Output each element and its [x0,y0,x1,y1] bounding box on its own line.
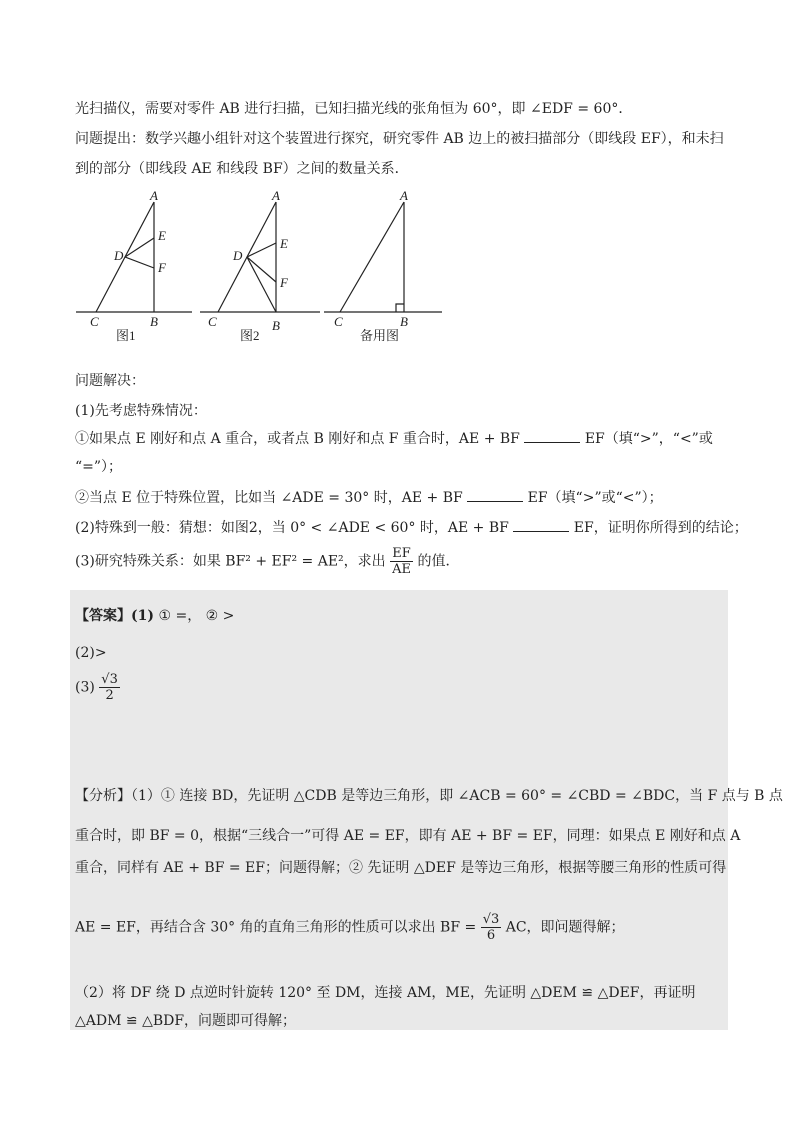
bf-fraction-denominator: 6 [486,928,496,943]
problem-heading: 问题解决： [75,373,145,389]
fig3-label-a: A [400,190,408,203]
answer-3-fraction [99,672,120,703]
fig1-df-line [125,257,154,268]
answer-3-denominator: 2 [105,688,114,703]
analysis-line-3: 重合，同样有 AE + BF = EF；问题得解；② 先证明 △DEF 是等边三角形，根据等腰三角形的性质可得 [75,860,727,876]
fig1-label-f: F [158,260,166,275]
fig2-caption: 图2 [240,328,260,343]
answer-1a: ① = [158,608,188,624]
answer-line-3 [75,672,120,703]
answer-1b: ② > [205,608,235,624]
analysis-line-4 [75,912,625,943]
fig3-right-angle-mark [396,304,404,312]
fig2-label-f: F [280,275,288,290]
answer-blank-2[interactable] [467,489,523,502]
fig1-label-c: C [90,314,99,329]
fig2-label-b: B [272,318,280,333]
problem-part-1b [75,487,663,507]
problem-part-1a [75,428,713,448]
intro-line-3: 到的部分（即线段 AE 和线段 BF）之间的数量关系． [75,161,409,177]
answer-3-label: (3) [75,679,95,696]
analysis-line-4-tail: AC，即问题得解； [505,919,625,936]
problem-part-1a-tail: EF（填“>”，“<”或 [584,431,713,447]
fig1-label-b: B [150,314,158,329]
problem-part-1b-tail: EF（填“>”或“<”）； [527,490,663,506]
bf-fraction [481,912,502,943]
problem-part-1b-text: ②当点 E 位于特殊位置，比如当 ∠ADE = 30° 时，AE + BF [75,490,463,506]
analysis-line-4-text: AE = EF，再结合含 30° 角的直角三角形的性质可以求出 BF = [75,919,477,936]
intro-line-1: 光扫描仪，需要对零件 AB 进行扫描，已知扫描光线的张角恒为 60°，即 ∠EDF = 60°． [75,101,633,117]
fraction-numerator: EF [390,546,413,562]
answer-line-2: (2)> [75,645,107,661]
answer-blank-3[interactable] [513,519,569,532]
fig1-caption: 图1 [116,328,136,343]
analysis-line-2: 重合时，即 BF = 0，根据“三线合一”可得 AE = EF，即有 AE + BF = EF，同理：如果点 E 刚好和点 A [75,828,741,844]
problem-part-1a-cont: “=”）； [75,459,123,475]
fig2-label-e: E [280,236,288,251]
fig2-df-line [247,257,276,282]
ef-over-ae-fraction [390,546,413,577]
problem-part-2-tail: EF，证明你所得到的结论； [573,520,748,536]
fig3-label-b: B [400,314,408,329]
analysis-line-1: 【分析】（1）① 连接 BD，先证明 △CDB 是等边三角形，即 ∠ACB = 60° = ∠CBD = ∠BDC，当 F 点与 B 点 [75,788,783,804]
fig3-ca-line [340,202,404,312]
fraction-denominator: AE [392,562,411,577]
bf-fraction-numerator: √3 [482,912,500,927]
fig2-db-line [247,257,276,312]
problem-part-3 [75,546,459,577]
geometry-figures [70,190,450,350]
fig2-label-a: A [272,190,280,203]
answer-section [70,590,728,1030]
analysis-line-6: △ADM ≌ △BDF，问题即可得解； [75,1013,297,1029]
intro-line-2: 问题提出：数学兴趣小组针对这个装置进行探究，研究零件 AB 边上的被扫描部分（即线段 EF），和未扫 [75,131,724,147]
problem-part-3-tail: 的值． [417,553,460,570]
answer-blank-1[interactable] [524,430,580,443]
answer-line-1 [75,605,234,625]
answer-separator: ， [187,608,202,624]
problem-part-3-text: (3)研究特殊关系：如果 BF² + EF² = AE²，求出 [75,553,386,570]
fig3-label-c: C [334,314,343,329]
problem-part-1a-text: ①如果点 E 刚好和点 A 重合，或者点 B 刚好和点 F 重合时，AE + BF [75,431,520,447]
fig2-label-c: C [208,314,217,329]
fig1-label-e: E [158,228,166,243]
problem-part-1: (1)先考虑特殊情况： [75,403,207,419]
fig3-caption: 备用图 [360,328,400,343]
problem-part-2-text: (2)特殊到一般：猜想：如图2，当 0° < ∠ADE < 60° 时，AE + BF [75,520,509,536]
analysis-line-5: （2）将 DF 绕 D 点逆时针旋转 120° 至 DM，连接 AM，ME，先证明 △DEM ≌ △DEF，再证明 [75,985,696,1001]
fig1-label-a: A [150,190,158,203]
answer-3-numerator: √3 [101,672,118,687]
fig1-label-d: D [114,248,124,263]
problem-part-2 [75,517,748,537]
fig2-label-d: D [233,248,243,263]
answer-label: 【答案】(1) [75,608,154,624]
